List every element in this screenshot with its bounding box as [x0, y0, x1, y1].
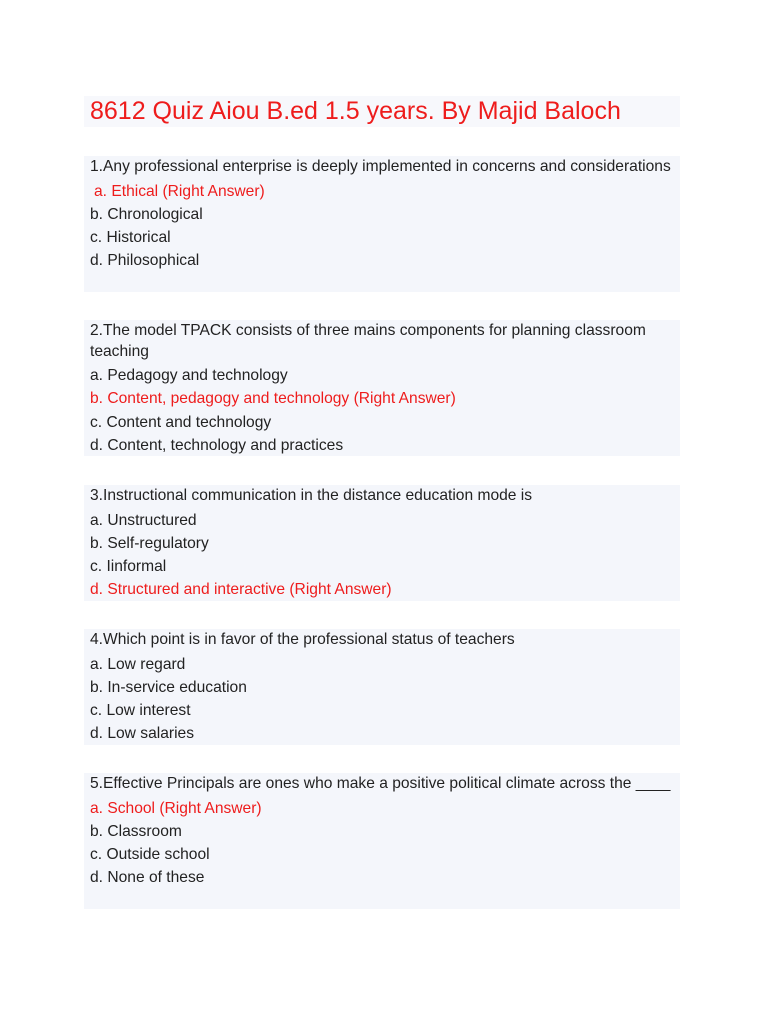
option-4b: b. In-service education: [90, 678, 247, 696]
question-block-5: [84, 773, 680, 909]
option-1c: c. Historical: [90, 229, 171, 247]
option-5d: d. None of these: [90, 869, 205, 887]
option-3c: c. Iinformal: [90, 558, 167, 576]
question-block-3: [84, 485, 680, 601]
option-5c: c. Outside school: [90, 846, 210, 864]
question-text-2: 2.The model TPACK consists of three mains components for planning classroom teaching: [90, 322, 646, 360]
option-2b-correct: b. Content, pedagogy and technology (Right Answer): [90, 390, 456, 408]
option-1b: b. Chronological: [90, 205, 203, 223]
option-5b: b. Classroom: [90, 822, 182, 840]
question-block-2: [84, 320, 680, 456]
question-block-1: [84, 156, 680, 292]
page-title: 8612 Quiz Aiou B.ed 1.5 years. By Majid Baloch: [90, 97, 621, 125]
option-2a: a. Pedagogy and technology: [90, 367, 288, 384]
option-2c: c. Content and technology: [90, 413, 272, 431]
option-1d: d. Philosophical: [90, 252, 200, 270]
option-3a: a. Unstructured: [90, 511, 197, 529]
question-block-4: [84, 629, 680, 745]
question-text-3: 3.Instructional communication in the distance education mode is: [90, 487, 533, 504]
question-text-4: 4.Which point is in favor of the professional status of teachers: [90, 631, 515, 648]
option-3b: b. Self-regulatory: [90, 534, 209, 552]
question-text-1: 1.Any professional enterprise is deeply implemented in concerns and considerations: [90, 158, 671, 175]
option-5a-correct: a. School (Right Answer): [90, 799, 262, 817]
option-4a: a. Low regard: [90, 655, 186, 673]
option-4c: c. Low interest: [90, 702, 191, 720]
question-text-5: 5.Effective Principals are ones who make a positive political climate across the ____: [90, 775, 671, 792]
option-2d: d. Content, technology and practices: [90, 436, 344, 454]
option-3d-correct: d. Structured and interactive (Right Answer): [90, 581, 392, 599]
title-banner: [84, 96, 680, 127]
option-4d: d. Low salaries: [90, 725, 195, 743]
option-1a-correct: a. Ethical (Right Answer): [94, 182, 265, 200]
